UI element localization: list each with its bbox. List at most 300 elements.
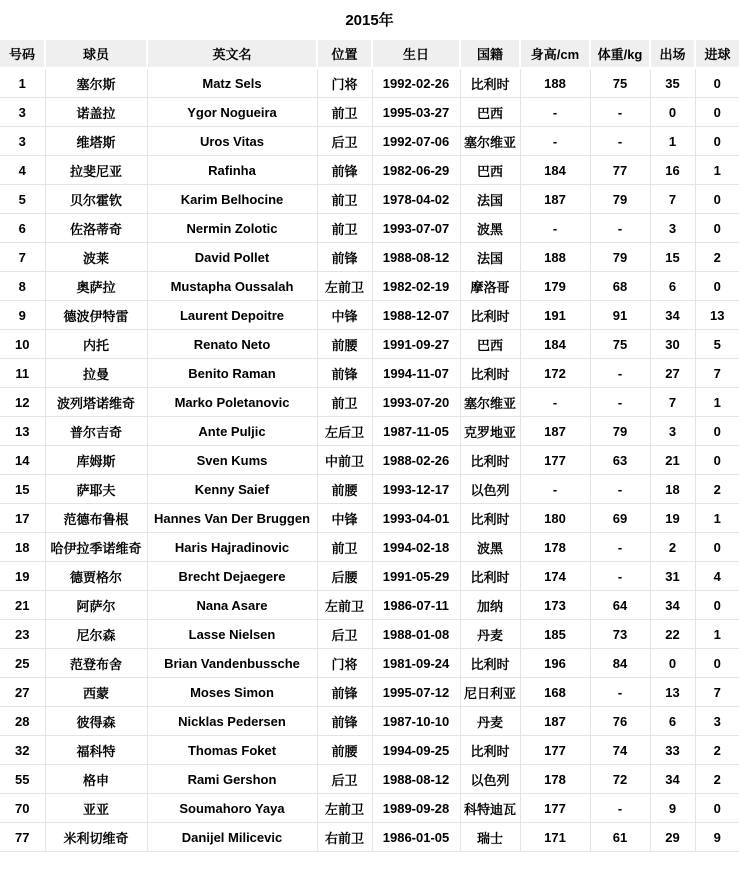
- table-cell: 11: [0, 359, 45, 388]
- table-cell: 1991-09-27: [372, 330, 460, 359]
- table-cell: 191: [520, 301, 590, 330]
- table-row: [0, 446, 739, 475]
- table-cell: 8: [0, 272, 45, 301]
- table-cell: 72: [590, 765, 650, 794]
- header-cell-6: 身高/cm: [520, 40, 590, 68]
- table-cell: 2: [695, 243, 739, 272]
- table-cell: Brecht Dejaegere: [147, 562, 317, 591]
- table-row: [0, 736, 739, 765]
- table-cell: 1: [650, 127, 695, 156]
- table-cell: 79: [590, 243, 650, 272]
- header-cell-7: 体重/kg: [590, 40, 650, 68]
- table-row: [0, 562, 739, 591]
- table-cell: 69: [590, 504, 650, 533]
- table-row: [0, 330, 739, 359]
- table-cell: 波列塔诺维奇: [45, 388, 147, 417]
- table-row: [0, 475, 739, 504]
- table-cell: 179: [520, 272, 590, 301]
- table-cell: 1993-07-20: [372, 388, 460, 417]
- table-cell: 瑞士: [460, 823, 520, 852]
- table-cell: 196: [520, 649, 590, 678]
- table-cell: Mustapha Oussalah: [147, 272, 317, 301]
- table-cell: 科特迪瓦: [460, 794, 520, 823]
- table-cell: 35: [650, 68, 695, 98]
- table-cell: 巴西: [460, 156, 520, 185]
- table-cell: 后腰: [317, 562, 372, 591]
- table-cell: 波黑: [460, 533, 520, 562]
- table-cell: 6: [0, 214, 45, 243]
- table-cell: 9: [695, 823, 739, 852]
- table-cell: 2: [695, 475, 739, 504]
- table-cell: 0: [695, 533, 739, 562]
- table-cell: 1993-07-07: [372, 214, 460, 243]
- table-cell: 177: [520, 446, 590, 475]
- table-cell: 1995-03-27: [372, 98, 460, 127]
- table-cell: 13: [650, 678, 695, 707]
- table-cell: -: [520, 214, 590, 243]
- table-cell: 1994-11-07: [372, 359, 460, 388]
- table-cell: 178: [520, 765, 590, 794]
- table-cell: 61: [590, 823, 650, 852]
- table-cell: 7: [650, 388, 695, 417]
- table-cell: 168: [520, 678, 590, 707]
- table-cell: Ante Puljic: [147, 417, 317, 446]
- table-cell: 门将: [317, 68, 372, 98]
- table-cell: 1995-07-12: [372, 678, 460, 707]
- table-cell: 76: [590, 707, 650, 736]
- table-cell: 1978-04-02: [372, 185, 460, 214]
- table-cell: 70: [0, 794, 45, 823]
- table-cell: 前卫: [317, 533, 372, 562]
- table-cell: 后卫: [317, 127, 372, 156]
- table-cell: 187: [520, 185, 590, 214]
- table-cell: 33: [650, 736, 695, 765]
- table-cell: Hannes Van Der Bruggen: [147, 504, 317, 533]
- table-cell: 前锋: [317, 359, 372, 388]
- table-cell: 0: [695, 98, 739, 127]
- table-cell: 187: [520, 417, 590, 446]
- table-cell: 丹麦: [460, 707, 520, 736]
- table-cell: 1986-07-11: [372, 591, 460, 620]
- table-cell: -: [590, 214, 650, 243]
- table-cell: 1982-06-29: [372, 156, 460, 185]
- table-cell: 以色列: [460, 475, 520, 504]
- table-cell: 3: [0, 98, 45, 127]
- table-cell: Nermin Zolotic: [147, 214, 317, 243]
- table-cell: 1988-12-07: [372, 301, 460, 330]
- table-cell: -: [520, 127, 590, 156]
- table-cell: 法国: [460, 243, 520, 272]
- table-cell: 4: [695, 562, 739, 591]
- table-cell: 0: [695, 417, 739, 446]
- table-cell: 9: [650, 794, 695, 823]
- table-cell: 14: [0, 446, 45, 475]
- table-cell: 171: [520, 823, 590, 852]
- table-cell: -: [590, 388, 650, 417]
- table-row: [0, 591, 739, 620]
- table-cell: 2: [650, 533, 695, 562]
- table-cell: 27: [0, 678, 45, 707]
- table-cell: 1994-09-25: [372, 736, 460, 765]
- table-cell: 0: [695, 794, 739, 823]
- table-cell: Brian Vandenbussche: [147, 649, 317, 678]
- table-row: [0, 359, 739, 388]
- table-cell: 15: [0, 475, 45, 504]
- header-row: [0, 40, 739, 68]
- table-cell: 塞尔斯: [45, 68, 147, 98]
- table-cell: 前腰: [317, 475, 372, 504]
- table-cell: -: [590, 359, 650, 388]
- table-cell: 萨耶夫: [45, 475, 147, 504]
- table-cell: 22: [650, 620, 695, 649]
- table-cell: 75: [590, 330, 650, 359]
- table-cell: 0: [695, 185, 739, 214]
- header-cell-9: 进球: [695, 40, 739, 68]
- table-cell: Nicklas Pedersen: [147, 707, 317, 736]
- table-cell: 0: [650, 98, 695, 127]
- table-cell: 1989-09-28: [372, 794, 460, 823]
- table-cell: 3: [695, 707, 739, 736]
- table-cell: 185: [520, 620, 590, 649]
- table-cell: 1: [695, 620, 739, 649]
- table-cell: 1: [695, 504, 739, 533]
- table-cell: 前锋: [317, 243, 372, 272]
- table-row: [0, 301, 739, 330]
- table-cell: 184: [520, 156, 590, 185]
- table-cell: 维塔斯: [45, 127, 147, 156]
- table-cell: 亚亚: [45, 794, 147, 823]
- table-cell: 0: [695, 68, 739, 98]
- table-cell: 2: [695, 765, 739, 794]
- header-cell-1: 球员: [45, 40, 147, 68]
- table-cell: 187: [520, 707, 590, 736]
- table-row: [0, 504, 739, 533]
- table-cell: 哈伊拉季诺维奇: [45, 533, 147, 562]
- table-cell: 0: [695, 446, 739, 475]
- table-body: [0, 68, 739, 852]
- table-cell: 6: [650, 707, 695, 736]
- table-cell: 后卫: [317, 765, 372, 794]
- table-cell: 前卫: [317, 214, 372, 243]
- table-row: [0, 533, 739, 562]
- table-cell: Marko Poletanovic: [147, 388, 317, 417]
- table-cell: 巴西: [460, 98, 520, 127]
- table-cell: Haris Hajradinovic: [147, 533, 317, 562]
- table-cell: 19: [0, 562, 45, 591]
- table-row: [0, 185, 739, 214]
- table-cell: 米利切维奇: [45, 823, 147, 852]
- table-cell: 5: [695, 330, 739, 359]
- table-row: [0, 156, 739, 185]
- table-cell: 34: [650, 591, 695, 620]
- table-cell: 1: [695, 156, 739, 185]
- table-cell: 3: [650, 214, 695, 243]
- table-cell: 64: [590, 591, 650, 620]
- table-cell: 7: [650, 185, 695, 214]
- table-cell: -: [590, 533, 650, 562]
- table-cell: 比利时: [460, 736, 520, 765]
- table-cell: 左前卫: [317, 794, 372, 823]
- table-cell: 13: [695, 301, 739, 330]
- table-cell: 5: [0, 185, 45, 214]
- table-cell: 0: [695, 214, 739, 243]
- table-cell: 比利时: [460, 649, 520, 678]
- page-title: 2015年: [345, 12, 394, 29]
- table-cell: 左前卫: [317, 272, 372, 301]
- table-row: [0, 765, 739, 794]
- table-cell: 库姆斯: [45, 446, 147, 475]
- table-cell: 1991-05-29: [372, 562, 460, 591]
- table-cell: 德贾格尔: [45, 562, 147, 591]
- table-cell: 1: [0, 68, 45, 98]
- table-cell: 21: [0, 591, 45, 620]
- table-cell: 7: [695, 359, 739, 388]
- table-row: [0, 68, 739, 98]
- table-cell: 77: [0, 823, 45, 852]
- table-cell: 摩洛哥: [460, 272, 520, 301]
- table-cell: 左前卫: [317, 591, 372, 620]
- table-cell: 30: [650, 330, 695, 359]
- table-cell: 法国: [460, 185, 520, 214]
- table-cell: Moses Simon: [147, 678, 317, 707]
- table-cell: 范登布舍: [45, 649, 147, 678]
- table-cell: 贝尔霍钦: [45, 185, 147, 214]
- table-cell: 1982-02-19: [372, 272, 460, 301]
- table-cell: 1988-08-12: [372, 765, 460, 794]
- table-cell: 前卫: [317, 388, 372, 417]
- table-cell: 西蒙: [45, 678, 147, 707]
- table-cell: 前锋: [317, 678, 372, 707]
- table-cell: 23: [0, 620, 45, 649]
- table-cell: 73: [590, 620, 650, 649]
- table-row: [0, 649, 739, 678]
- table-cell: Rafinha: [147, 156, 317, 185]
- header-cell-8: 出场: [650, 40, 695, 68]
- table-cell: 34: [650, 765, 695, 794]
- table-row: [0, 620, 739, 649]
- table-cell: 184: [520, 330, 590, 359]
- table-cell: Renato Neto: [147, 330, 317, 359]
- table-cell: Sven Kums: [147, 446, 317, 475]
- table-row: [0, 678, 739, 707]
- table-cell: 尼日利亚: [460, 678, 520, 707]
- table-cell: -: [590, 562, 650, 591]
- table-cell: 彼得森: [45, 707, 147, 736]
- table-row: [0, 388, 739, 417]
- table-cell: 1: [695, 388, 739, 417]
- table-cell: 180: [520, 504, 590, 533]
- table-cell: 丹麦: [460, 620, 520, 649]
- table-cell: 7: [0, 243, 45, 272]
- table-cell: 格申: [45, 765, 147, 794]
- table-cell: 前锋: [317, 156, 372, 185]
- table-cell: Thomas Foket: [147, 736, 317, 765]
- table-cell: 波黑: [460, 214, 520, 243]
- table-cell: 1986-01-05: [372, 823, 460, 852]
- header-cell-5: 国籍: [460, 40, 520, 68]
- table-cell: 55: [0, 765, 45, 794]
- table-cell: 0: [695, 591, 739, 620]
- table-cell: 尼尔森: [45, 620, 147, 649]
- table-cell: Benito Raman: [147, 359, 317, 388]
- table-cell: -: [520, 98, 590, 127]
- table-cell: 比利时: [460, 301, 520, 330]
- table-row: [0, 243, 739, 272]
- table-cell: 174: [520, 562, 590, 591]
- table-cell: 10: [0, 330, 45, 359]
- table-cell: 17: [0, 504, 45, 533]
- table-cell: 32: [0, 736, 45, 765]
- table-cell: 1981-09-24: [372, 649, 460, 678]
- table-cell: 1993-04-01: [372, 504, 460, 533]
- table-cell: 0: [650, 649, 695, 678]
- table-cell: 18: [0, 533, 45, 562]
- table-cell: Danijel Milicevic: [147, 823, 317, 852]
- table-cell: 1992-02-26: [372, 68, 460, 98]
- table-cell: Karim Belhocine: [147, 185, 317, 214]
- table-cell: 比利时: [460, 446, 520, 475]
- header-cell-0: 号码: [0, 40, 45, 68]
- table-cell: 德波伊特雷: [45, 301, 147, 330]
- table-cell: 拉斐尼亚: [45, 156, 147, 185]
- header-cell-2: 英文名: [147, 40, 317, 68]
- table-cell: 3: [650, 417, 695, 446]
- table-cell: 18: [650, 475, 695, 504]
- table-cell: 拉曼: [45, 359, 147, 388]
- table-cell: 6: [650, 272, 695, 301]
- table-cell: -: [590, 475, 650, 504]
- table-cell: 佐洛蒂奇: [45, 214, 147, 243]
- table-cell: 比利时: [460, 562, 520, 591]
- table-cell: 前腰: [317, 330, 372, 359]
- table-cell: 21: [650, 446, 695, 475]
- table-cell: 75: [590, 68, 650, 98]
- table-cell: Ygor Nogueira: [147, 98, 317, 127]
- table-cell: Kenny Saief: [147, 475, 317, 504]
- table-row: [0, 98, 739, 127]
- table-cell: 74: [590, 736, 650, 765]
- table-cell: 1987-11-05: [372, 417, 460, 446]
- table-cell: 188: [520, 243, 590, 272]
- table-row: [0, 272, 739, 301]
- table-cell: 奥萨拉: [45, 272, 147, 301]
- table-cell: 1988-01-08: [372, 620, 460, 649]
- table-cell: 79: [590, 185, 650, 214]
- table-cell: -: [590, 127, 650, 156]
- table-cell: 0: [695, 127, 739, 156]
- table-cell: 0: [695, 649, 739, 678]
- table-cell: 福科特: [45, 736, 147, 765]
- table-cell: 前腰: [317, 736, 372, 765]
- table-cell: 前卫: [317, 185, 372, 214]
- table-cell: Laurent Depoitre: [147, 301, 317, 330]
- table-cell: 25: [0, 649, 45, 678]
- table-cell: -: [590, 678, 650, 707]
- table-cell: -: [520, 475, 590, 504]
- table-cell: 1992-07-06: [372, 127, 460, 156]
- table-row: [0, 794, 739, 823]
- table-cell: -: [590, 794, 650, 823]
- table-row: [0, 214, 739, 243]
- table-cell: Uros Vitas: [147, 127, 317, 156]
- table-cell: 177: [520, 736, 590, 765]
- header-cell-3: 位置: [317, 40, 372, 68]
- table-cell: 173: [520, 591, 590, 620]
- table-cell: 阿萨尔: [45, 591, 147, 620]
- table-cell: 27: [650, 359, 695, 388]
- table-cell: Lasse Nielsen: [147, 620, 317, 649]
- table-cell: 4: [0, 156, 45, 185]
- table-cell: David Pollet: [147, 243, 317, 272]
- table-cell: 中锋: [317, 504, 372, 533]
- table-cell: 塞尔维亚: [460, 388, 520, 417]
- table-cell: 右前卫: [317, 823, 372, 852]
- table-cell: Rami Gershon: [147, 765, 317, 794]
- table-cell: 1987-10-10: [372, 707, 460, 736]
- table-cell: 左后卫: [317, 417, 372, 446]
- table-cell: 63: [590, 446, 650, 475]
- table-cell: 34: [650, 301, 695, 330]
- table-cell: 比利时: [460, 68, 520, 98]
- table-cell: 塞尔维亚: [460, 127, 520, 156]
- table-cell: 0: [695, 272, 739, 301]
- table-row: [0, 417, 739, 446]
- table-cell: 13: [0, 417, 45, 446]
- table-cell: 29: [650, 823, 695, 852]
- table-row: [0, 707, 739, 736]
- table-cell: 1993-12-17: [372, 475, 460, 504]
- table-cell: 加纳: [460, 591, 520, 620]
- table-cell: -: [520, 388, 590, 417]
- table-cell: 177: [520, 794, 590, 823]
- table-cell: Soumahoro Yaya: [147, 794, 317, 823]
- table-cell: 31: [650, 562, 695, 591]
- table-cell: 前卫: [317, 98, 372, 127]
- table-cell: 后卫: [317, 620, 372, 649]
- table-cell: 比利时: [460, 504, 520, 533]
- table-cell: 79: [590, 417, 650, 446]
- table-cell: 前锋: [317, 707, 372, 736]
- table-cell: 7: [695, 678, 739, 707]
- table-cell: 范德布鲁根: [45, 504, 147, 533]
- table-cell: 9: [0, 301, 45, 330]
- table-cell: 19: [650, 504, 695, 533]
- table-cell: 2: [695, 736, 739, 765]
- table-cell: 3: [0, 127, 45, 156]
- table-cell: 16: [650, 156, 695, 185]
- table-cell: 1994-02-18: [372, 533, 460, 562]
- table-cell: 诺盖拉: [45, 98, 147, 127]
- table-cell: 15: [650, 243, 695, 272]
- table-row: [0, 127, 739, 156]
- table-cell: Matz Sels: [147, 68, 317, 98]
- table-cell: 1988-08-12: [372, 243, 460, 272]
- table-cell: 172: [520, 359, 590, 388]
- table-cell: 克罗地亚: [460, 417, 520, 446]
- table-cell: 门将: [317, 649, 372, 678]
- table-cell: 中前卫: [317, 446, 372, 475]
- table-cell: 77: [590, 156, 650, 185]
- table-cell: 1988-02-26: [372, 446, 460, 475]
- table-cell: 84: [590, 649, 650, 678]
- table-cell: 巴西: [460, 330, 520, 359]
- table-cell: 28: [0, 707, 45, 736]
- header-cell-4: 生日: [372, 40, 460, 68]
- table-cell: 以色列: [460, 765, 520, 794]
- table-cell: Nana Asare: [147, 591, 317, 620]
- table-cell: 中锋: [317, 301, 372, 330]
- table-cell: 188: [520, 68, 590, 98]
